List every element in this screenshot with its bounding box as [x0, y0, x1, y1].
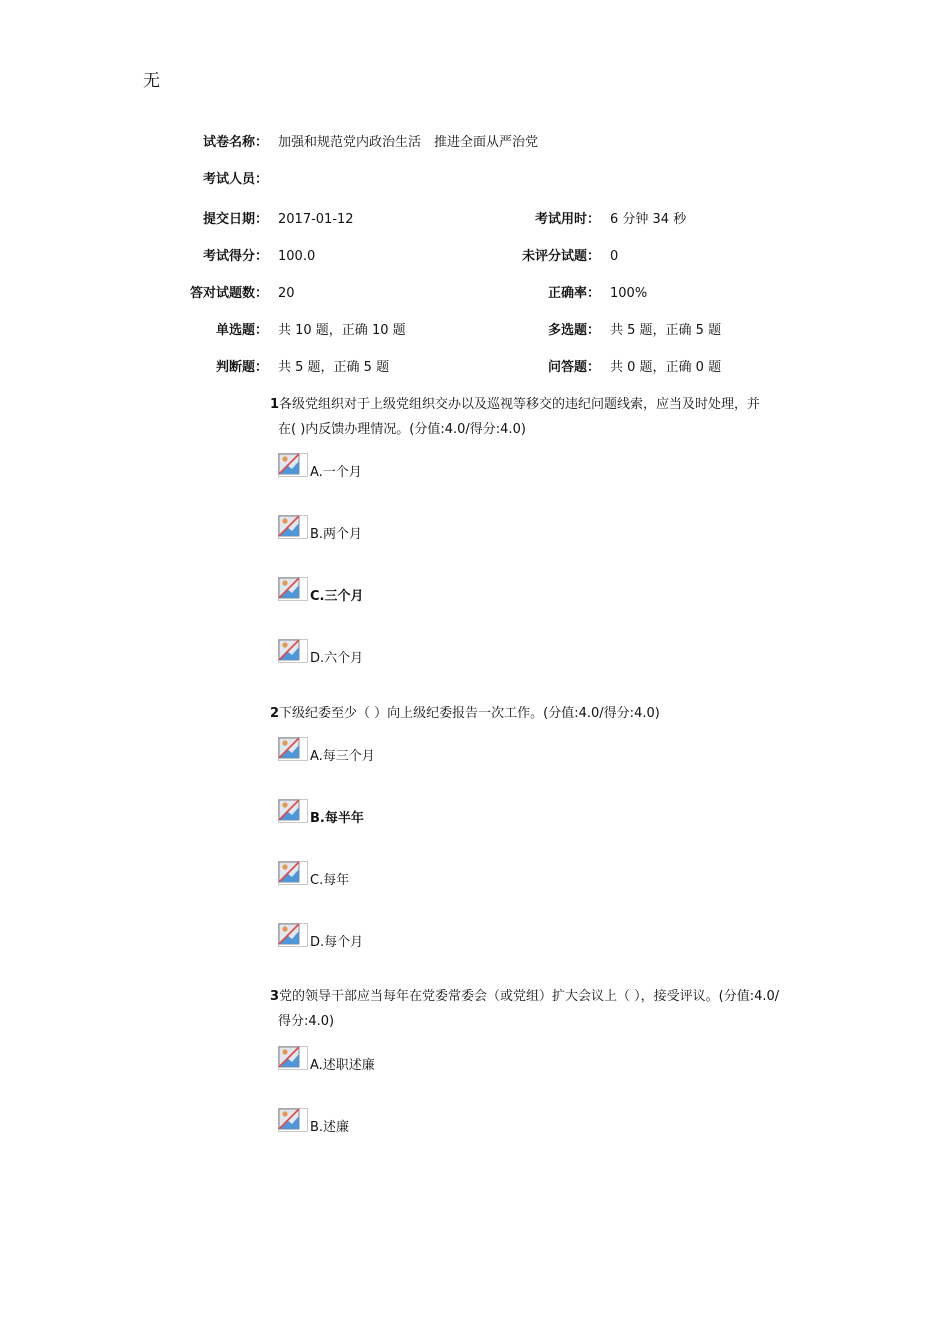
option-text: C.每年 — [310, 873, 350, 888]
accuracy-label: 正确率： — [547, 286, 600, 301]
info-paper-name — [0, 132, 950, 154]
broken-image-icon — [278, 453, 308, 477]
true-false-label: 判断题： — [215, 360, 268, 375]
question-2-option-b[interactable] — [278, 799, 364, 826]
option-text: C.三个月 — [310, 589, 364, 604]
accuracy-value: 100% — [610, 286, 648, 301]
ungraded-label: 未评分试题： — [521, 249, 600, 264]
question-2 — [270, 701, 815, 726]
question-1 — [270, 392, 815, 442]
question-text-line1: 下级纪委至少（ ）向上级纪委报告一次工作。(分值:4.0/得分:4.0) — [279, 706, 660, 721]
paper-name-label: 试卷名称： — [202, 135, 268, 150]
option-text: B.两个月 — [310, 527, 363, 542]
correct-count-value: 20 — [278, 286, 295, 301]
question-1-option-c[interactable] — [278, 577, 364, 604]
single-choice-value: 共 10 题，正确 10 题 — [278, 323, 406, 338]
question-2-option-c[interactable] — [278, 861, 350, 888]
option-text: B.每半年 — [310, 811, 364, 826]
question-text-line2: 得分:4.0) — [278, 1014, 335, 1029]
question-number: 3 — [270, 989, 280, 1004]
broken-image-icon — [278, 799, 308, 823]
broken-image-icon — [278, 515, 308, 539]
question-number: 2 — [270, 706, 280, 721]
question-3 — [270, 984, 815, 1034]
broken-image-icon — [278, 1108, 308, 1132]
info-examinee — [0, 169, 950, 191]
submit-date-value: 2017-01-12 — [278, 212, 354, 227]
broken-image-icon — [278, 639, 308, 663]
question-3-option-a[interactable] — [278, 1046, 375, 1073]
question-3-option-b[interactable] — [278, 1108, 350, 1135]
question-2-option-d[interactable] — [278, 923, 364, 950]
info-correct — [0, 283, 950, 305]
true-false-value: 共 5 题，正确 5 题 — [278, 360, 390, 375]
option-text: A.每三个月 — [310, 749, 375, 764]
option-text: A.一个月 — [310, 465, 362, 480]
correct-count-label: 答对试题数： — [189, 286, 268, 301]
question-text-line1: 党的领导干部应当每年在党委常委会（或党组）扩大会议上（ ），接受评议。(分值:4.0/ — [279, 989, 780, 1004]
multi-choice-value: 共 5 题，正确 5 题 — [610, 323, 722, 338]
question-1-option-b[interactable] — [278, 515, 363, 542]
single-choice-label: 单选题： — [215, 323, 268, 338]
info-submit-time — [0, 209, 950, 231]
broken-image-icon — [278, 923, 308, 947]
option-text: D.每个月 — [310, 935, 364, 950]
qa-label: 问答题： — [547, 360, 600, 375]
multi-choice-label: 多选题： — [547, 323, 600, 338]
score-value: 100.0 — [278, 249, 316, 264]
time-used-value: 6 分钟 34 秒 — [610, 212, 687, 227]
broken-image-icon — [278, 577, 308, 601]
broken-image-icon — [278, 861, 308, 885]
score-label: 考试得分： — [202, 249, 268, 264]
paper-name-value: 加强和规范党内政治生活 推进全面从严治党 — [278, 135, 539, 150]
info-score — [0, 246, 950, 268]
header-mark: 无 — [143, 71, 160, 91]
broken-image-icon — [278, 737, 308, 761]
question-text-line2: 在( )内反馈办理情况。(分值:4.0/得分:4.0) — [278, 422, 526, 437]
option-text: D.六个月 — [310, 651, 364, 666]
ungraded-value: 0 — [610, 249, 619, 264]
broken-image-icon — [278, 1046, 308, 1070]
examinee-label: 考试人员： — [202, 172, 268, 187]
time-used-label: 考试用时： — [534, 212, 600, 227]
info-choice — [0, 320, 950, 342]
question-1-option-a[interactable] — [278, 453, 362, 480]
question-1-option-d[interactable] — [278, 639, 364, 666]
info-tf-qa — [0, 357, 950, 379]
qa-value: 共 0 题，正确 0 题 — [610, 360, 722, 375]
option-text: B.述廉 — [310, 1120, 350, 1135]
submit-date-label: 提交日期： — [202, 212, 268, 227]
option-text: A.述职述廉 — [310, 1058, 375, 1073]
question-text-line1: 各级党组织对于上级党组织交办以及巡视等移交的违纪问题线索，应当及时处理，并 — [279, 397, 761, 412]
question-number: 1 — [270, 397, 280, 412]
question-2-option-a[interactable] — [278, 737, 375, 764]
